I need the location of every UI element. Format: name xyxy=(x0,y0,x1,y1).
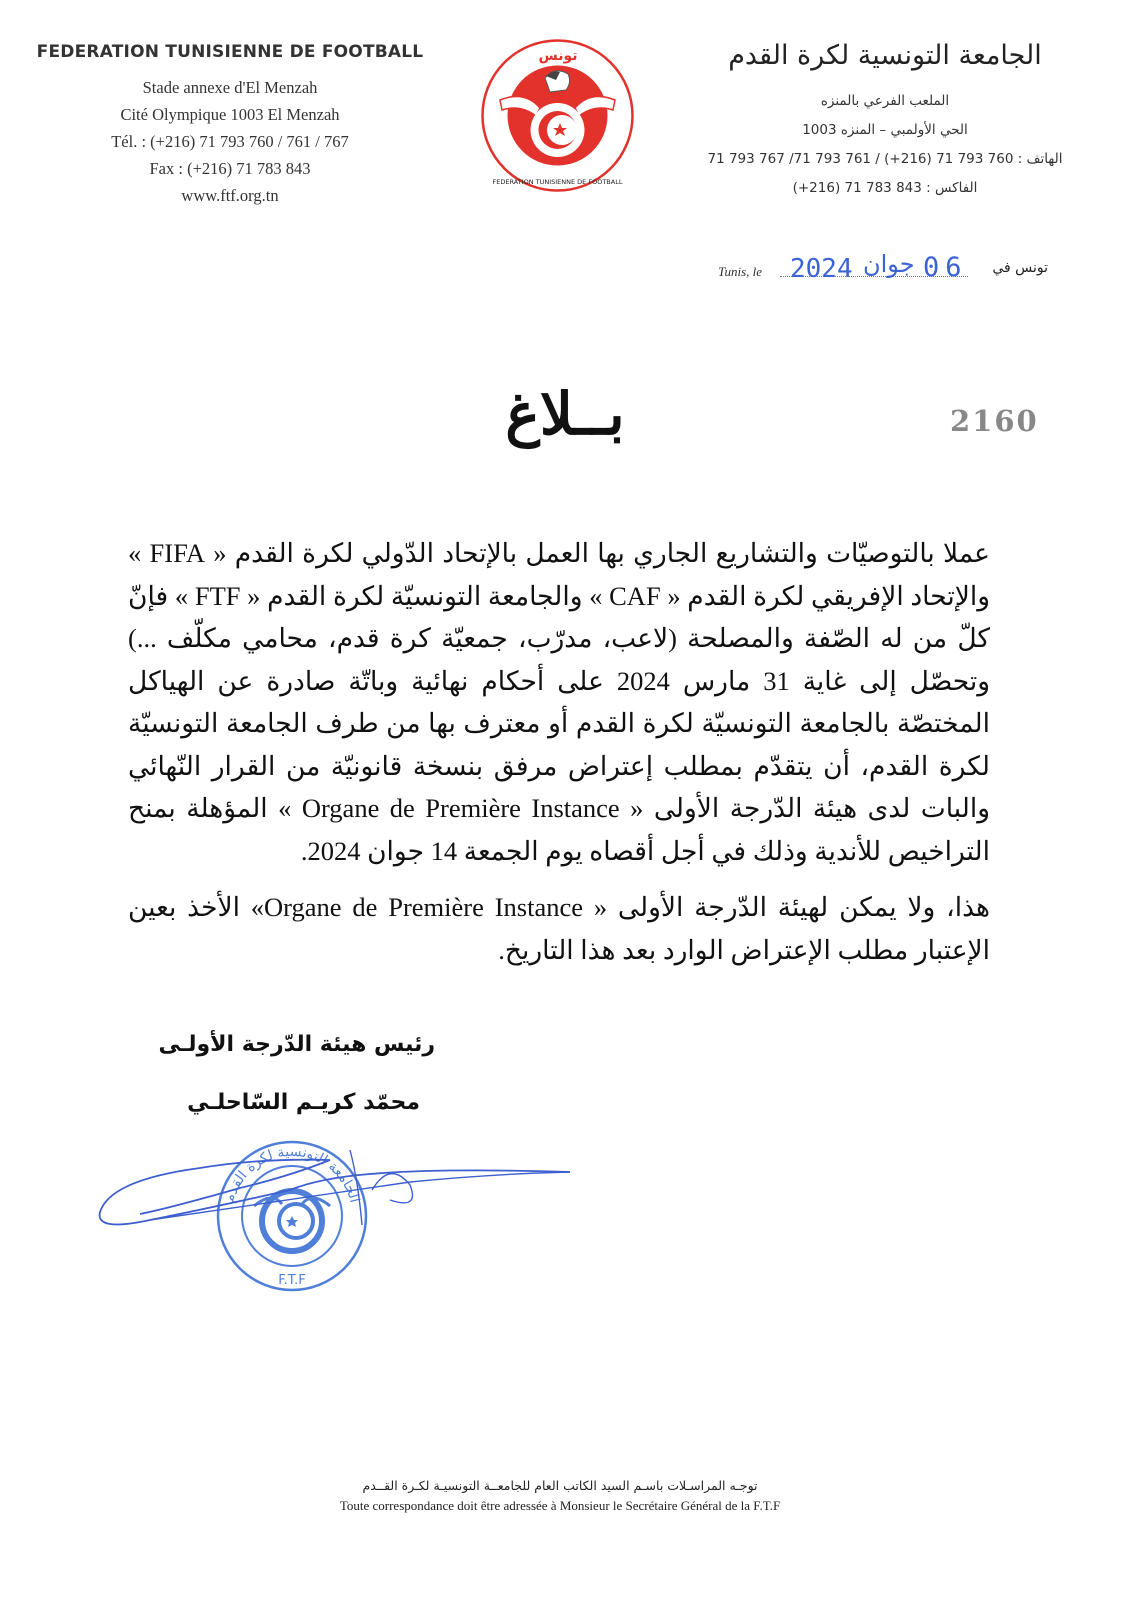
handwritten-signature xyxy=(90,1130,580,1240)
letterhead-french xyxy=(30,42,430,209)
address-line-1: Stade annexe d'El Menzah xyxy=(142,78,318,97)
address-line-2-arabic: الحي الأولمبي – المنزه 1003 xyxy=(802,122,968,138)
logo-top-text: تونس xyxy=(538,48,578,64)
phone-arabic: الهاتف : 760 793 71 (216+) / 761 793 71/ 767 793 71 xyxy=(707,151,1063,167)
ftf-logo xyxy=(480,38,635,193)
phone-french: Tél. : (+216) 71 793 760 / 761 / 767 xyxy=(111,132,349,151)
address-line-1-arabic: الملعب الفرعي بالمنزه xyxy=(820,93,950,109)
date-label-arabic: تونس في xyxy=(992,260,1048,276)
date-line xyxy=(718,250,1048,286)
org-name-arabic: الجامعة التونسية لكرة القدم xyxy=(728,40,1042,71)
address-line-2: Cité Olympique 1003 El Menzah xyxy=(120,105,340,124)
signature-scribble-icon xyxy=(90,1130,580,1240)
stamp-bottom-text: F.T.F xyxy=(278,1273,306,1288)
letterhead-arabic xyxy=(700,40,1070,203)
reference-number: 2160 xyxy=(950,404,1039,438)
footer-french: Toute correspondance doit être adressée à Monsieur le Secrétaire Général de la F.T.F xyxy=(339,1498,781,1513)
signatory-title: رئيس هيئة الدّرجة الأولـى xyxy=(158,1032,435,1057)
handwritten-month: جوان xyxy=(863,250,915,278)
org-name-french: FEDERATION TUNISIENNE DE FOOTBALL xyxy=(36,42,424,62)
footer-arabic: توجـه المراسـلات باسـم السيد الكاتب العام للجامعــة التونسيـة لكـرة القــدم xyxy=(362,1478,758,1493)
handwritten-day: 06 xyxy=(923,252,968,283)
logo-ring-text: FEDERATION TUNISIENNE DE FOOTBALL xyxy=(492,178,623,186)
stamp-ring-text: الجامعة التونسية لكرة القدم xyxy=(221,1143,363,1205)
footer xyxy=(280,1475,840,1515)
fax-french: Fax : (+216) 71 783 843 xyxy=(149,159,311,178)
website-link[interactable]: www.ftf.org.tn xyxy=(181,186,279,205)
body-paragraph-1: عملا بالتوصيّات والتشاريع الجاري بها العمل بالإتحاد الدّولي لكرة القدم « FIFA » والإتحاد الإفريقي لكرة القدم « CAF » والجامعة التونسيّة لكرة القدم « FTF » فإنّ كلّ من له الصّفة والمصلحة (لاعب، مدرّب، جمعيّة كرة قدم، محامي مكلّف ...) وتحصّل إلى غاية 31 مارس 2024 على أحكام نهائية وباتّة صادرة عن الهياكل المختصّة بالجامعة التونسيّة لكرة القدم أو معترف بها من طرف الجامعة التونسيّة لكرة القدم، أن يتقدّم بمطلب إعتراض مرفق بنسخة قانونيّة من القرار النّهائي والبات لدى هيئة الدّرجة الأولى « Organe de Première Instance » المؤهلة بمنح التراخيص للأندية وذلك في أجل أقصاه يوم الجمعة 14 جوان 2024. xyxy=(128,538,991,866)
ftf-emblem-icon xyxy=(480,38,635,193)
handwritten-year: 2024 xyxy=(790,254,853,284)
communique-body xyxy=(128,532,990,971)
signatory-name: محمّد كريـم السّاحلـي xyxy=(187,1090,420,1115)
fax-arabic: الفاكس : 843 783 71 (216+) xyxy=(792,180,978,196)
document-title: بــلاغ xyxy=(505,380,625,448)
date-label-french: Tunis, le xyxy=(718,264,763,279)
body-paragraph-2: هذا، ولا يمكن لهيئة الدّرجة الأولى « Organe de Première Instance» الأخذ بعين الإعتبار مطلب الإعتراض الوارد بعد هذا التاريخ. xyxy=(128,892,990,965)
